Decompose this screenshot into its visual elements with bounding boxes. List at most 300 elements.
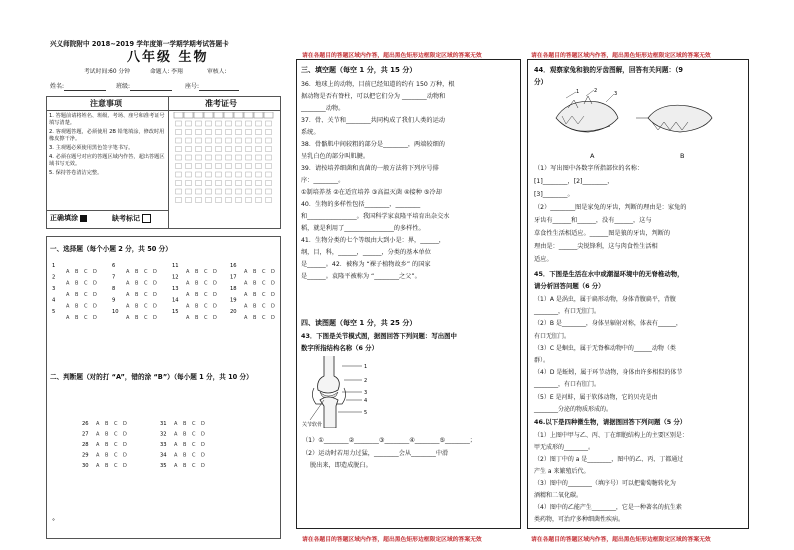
- admission-bubble[interactable]: [176, 147, 182, 152]
- answer-option[interactable]: B: [195, 303, 199, 310]
- admission-bubble[interactable]: [186, 198, 192, 203]
- name-field[interactable]: [50, 83, 106, 91]
- answer-option[interactable]: A: [186, 269, 190, 275]
- class-label: 班级:: [116, 83, 131, 90]
- fill-legend-rule: [46, 210, 168, 211]
- part1-grid[interactable]: [50, 259, 278, 379]
- text-line: 呈乳白色的部分叫肌腱。: [301, 153, 370, 160]
- answer-option[interactable]: C: [144, 292, 148, 298]
- q45-lines: [534, 294, 746, 416]
- admission-bubble[interactable]: [206, 121, 212, 126]
- answer-option[interactable]: B: [183, 442, 187, 448]
- answer-option[interactable]: B: [253, 280, 257, 287]
- answer-option[interactable]: D: [271, 292, 275, 298]
- admission-bubble[interactable]: [206, 164, 212, 169]
- admission-bubble[interactable]: [266, 121, 272, 126]
- question-number: 9: [112, 297, 116, 304]
- question-number: 32: [160, 431, 167, 438]
- admission-bubble[interactable]: [176, 138, 182, 143]
- answer-option[interactable]: A: [174, 442, 178, 448]
- admission-bubble[interactable]: [266, 138, 272, 143]
- admission-bubble[interactable]: [236, 181, 242, 186]
- q43-title-b: 数字所指结构名称（6 分）: [301, 344, 378, 352]
- answer-option[interactable]: D: [271, 280, 275, 287]
- admission-bubble[interactable]: [266, 155, 272, 160]
- admission-bubble[interactable]: [226, 164, 232, 169]
- answer-option[interactable]: B: [253, 315, 257, 321]
- answer-option[interactable]: A: [96, 463, 100, 469]
- admission-bubble[interactable]: [176, 198, 182, 203]
- answer-option[interactable]: B: [195, 292, 199, 298]
- admission-bubble[interactable]: [226, 130, 232, 135]
- notes-title-rule: [46, 110, 281, 111]
- answer-option[interactable]: C: [262, 315, 266, 321]
- answer-option[interactable]: A: [186, 303, 190, 310]
- question-number: 15: [172, 309, 179, 315]
- answer-option[interactable]: C: [114, 421, 118, 427]
- admission-bubble[interactable]: [226, 138, 232, 143]
- answer-option[interactable]: C: [192, 431, 196, 438]
- answer-option[interactable]: C: [84, 303, 88, 310]
- text-line: 38．骨骼肌中间较粗的部分是________，两端较细的: [301, 141, 445, 148]
- answer-option[interactable]: D: [201, 421, 205, 427]
- text-line: 37．骨、关节和________共同构成了我们人类的运动: [301, 117, 445, 124]
- admission-digit-cell[interactable]: [254, 112, 263, 118]
- admission-bubble[interactable]: [216, 138, 222, 143]
- admission-bubble[interactable]: [216, 121, 222, 126]
- answer-option[interactable]: A: [66, 280, 70, 287]
- answer-option[interactable]: B: [195, 280, 199, 287]
- question-number: 1: [52, 263, 56, 269]
- admission-bubble[interactable]: [226, 147, 232, 152]
- admission-bubble[interactable]: [256, 130, 262, 135]
- answer-option[interactable]: D: [123, 452, 127, 459]
- admission-bubble[interactable]: [176, 189, 182, 194]
- answer-option[interactable]: A: [244, 292, 248, 298]
- admission-bubble[interactable]: [246, 130, 252, 135]
- answer-option[interactable]: D: [123, 463, 127, 469]
- admission-bubble[interactable]: [226, 121, 232, 126]
- admission-bubble[interactable]: [266, 181, 272, 186]
- answer-option[interactable]: C: [262, 303, 266, 310]
- answer-option[interactable]: A: [126, 315, 130, 321]
- admission-bubble[interactable]: [256, 138, 262, 143]
- admission-digit-cell[interactable]: [244, 112, 253, 118]
- answer-option[interactable]: A: [174, 452, 178, 459]
- answer-option[interactable]: A: [174, 463, 178, 469]
- admission-bubble[interactable]: [176, 164, 182, 169]
- admission-bubble[interactable]: [186, 155, 192, 160]
- admission-bubble[interactable]: [226, 172, 232, 177]
- admission-bubble[interactable]: [236, 138, 242, 143]
- admission-bubble[interactable]: [206, 172, 212, 177]
- admission-bubble[interactable]: [236, 155, 242, 160]
- upper-bone: [318, 356, 340, 393]
- answer-option[interactable]: A: [96, 431, 100, 438]
- admission-bubble[interactable]: [186, 189, 192, 194]
- part2-svg: [80, 417, 260, 477]
- answer-option[interactable]: B: [135, 280, 139, 287]
- answer-option[interactable]: D: [201, 431, 205, 438]
- answer-option[interactable]: B: [183, 452, 187, 459]
- missing-mark-label: 缺考标记: [112, 214, 151, 223]
- answer-option[interactable]: D: [213, 269, 217, 275]
- answer-option[interactable]: D: [93, 303, 97, 310]
- answer-option[interactable]: C: [84, 292, 88, 298]
- seat-field[interactable]: [185, 83, 239, 91]
- admission-bubble[interactable]: [196, 164, 202, 169]
- admission-bubble[interactable]: [226, 189, 232, 194]
- admission-bubble[interactable]: [206, 181, 212, 186]
- answer-option[interactable]: A: [66, 292, 70, 298]
- admission-bubble[interactable]: [236, 130, 242, 135]
- answer-option[interactable]: A: [186, 292, 190, 298]
- answer-option[interactable]: B: [105, 442, 109, 448]
- text-line: （2）B 是________，身体呈辐射对称，体表有______，: [534, 320, 682, 328]
- answer-option[interactable]: C: [204, 269, 208, 275]
- warning-bottom-right: 请在各题目的答题区域内作答，超出黑色矩形边框限定区域的答案无效: [531, 537, 711, 543]
- admission-bubble[interactable]: [196, 181, 202, 186]
- admission-bubble[interactable]: [266, 189, 272, 194]
- answer-option[interactable]: D: [123, 442, 127, 448]
- answer-option[interactable]: C: [204, 280, 208, 287]
- answer-option[interactable]: B: [195, 315, 199, 321]
- answer-option[interactable]: C: [192, 442, 196, 448]
- answer-option[interactable]: D: [153, 280, 157, 287]
- admission-bubble[interactable]: [246, 181, 252, 186]
- answer-option[interactable]: D: [271, 269, 275, 275]
- answer-option[interactable]: C: [84, 315, 88, 321]
- question-number: 20: [230, 309, 237, 315]
- answer-option[interactable]: D: [123, 431, 127, 438]
- admission-digit-cell[interactable]: [234, 112, 243, 118]
- cartilage-label: 关节软骨: [302, 422, 323, 428]
- teeth-label-2: 2: [594, 88, 598, 94]
- answer-option[interactable]: B: [75, 303, 79, 310]
- answer-option[interactable]: C: [144, 280, 148, 287]
- admission-bubble[interactable]: [256, 172, 262, 177]
- answer-option[interactable]: B: [253, 303, 257, 310]
- part2-grid[interactable]: [80, 417, 260, 477]
- admission-bubble[interactable]: [196, 130, 202, 135]
- admission-bubble[interactable]: [196, 121, 202, 126]
- answer-option[interactable]: A: [96, 442, 100, 448]
- admission-bubble[interactable]: [216, 147, 222, 152]
- missing-square-icon[interactable]: [142, 214, 151, 223]
- admission-bubble[interactable]: [246, 172, 252, 177]
- admission-bubble[interactable]: [216, 172, 222, 177]
- answer-option[interactable]: D: [93, 280, 97, 287]
- question-number: 33: [160, 442, 167, 448]
- answer-option[interactable]: A: [244, 280, 248, 287]
- admission-bubble[interactable]: [236, 189, 242, 194]
- part2-title: 二、判断题（对的打 “A”，错的涂 “B”）（每小题 1 分，共 10 分）: [50, 373, 253, 381]
- joint-label-4: 4: [364, 398, 368, 404]
- question-number: 10: [112, 309, 119, 315]
- answer-option[interactable]: A: [96, 421, 100, 427]
- q46-title: 46.以下是四种微生物，请据图回答下列问题（5 分）: [534, 418, 687, 426]
- admission-bubble[interactable]: [186, 130, 192, 135]
- answer-option[interactable]: B: [195, 269, 199, 275]
- answer-option[interactable]: B: [253, 292, 257, 298]
- answer-option[interactable]: D: [201, 442, 205, 448]
- notes-title: 注意事项: [90, 99, 122, 108]
- admission-bubble[interactable]: [256, 189, 262, 194]
- answer-option[interactable]: C: [114, 431, 118, 438]
- text-line: （4）图中的乙能产生________，它是一种著名的抗生素: [534, 504, 682, 511]
- admission-bubble[interactable]: [186, 147, 192, 152]
- answer-option[interactable]: C: [84, 280, 88, 287]
- answer-option[interactable]: A: [126, 303, 130, 310]
- text-line: 牙齿有______和______，没有______，这与: [534, 217, 652, 224]
- text-line: 群）。: [534, 357, 550, 365]
- admission-bubble[interactable]: [206, 155, 212, 160]
- admission-digit-cell[interactable]: [174, 112, 183, 118]
- admission-bubble[interactable]: [176, 155, 182, 160]
- answer-option[interactable]: A: [174, 421, 178, 427]
- admission-bubble[interactable]: [206, 130, 212, 135]
- admission-bubble[interactable]: [266, 164, 272, 169]
- text-line: 是______。袁隆平被称为 “________之父”。: [301, 273, 421, 280]
- fill-correct-label: 正确填涂: [50, 214, 87, 223]
- answer-option[interactable]: C: [204, 292, 208, 298]
- answer-option[interactable]: C: [262, 280, 266, 287]
- answer-option[interactable]: D: [93, 269, 97, 275]
- answer-option[interactable]: D: [213, 292, 217, 298]
- answer-option[interactable]: A: [244, 315, 248, 321]
- note-item: 2. 客观题答题，必须使用 2B 铅笔填涂，修改时用橡皮擦干净。: [49, 129, 165, 143]
- answer-option[interactable]: C: [144, 303, 148, 310]
- admission-digit-cell[interactable]: [224, 112, 233, 118]
- admission-bubble[interactable]: [216, 164, 222, 169]
- admission-bubble[interactable]: [256, 181, 262, 186]
- admission-bubble[interactable]: [216, 130, 222, 135]
- admission-bubble[interactable]: [256, 155, 262, 160]
- answer-option[interactable]: B: [135, 315, 139, 321]
- text-line: 酒精和二氧化碳。: [534, 492, 583, 499]
- answer-option[interactable]: B: [105, 431, 109, 438]
- admission-digit-cell[interactable]: [264, 112, 273, 118]
- answer-option[interactable]: A: [244, 269, 248, 275]
- admission-bubble[interactable]: [246, 138, 252, 143]
- answer-option[interactable]: B: [183, 431, 187, 438]
- answer-option[interactable]: B: [75, 315, 79, 321]
- admission-bubble[interactable]: [176, 121, 182, 126]
- answer-option[interactable]: D: [213, 280, 217, 287]
- notes-list: [49, 113, 165, 177]
- answer-option[interactable]: B: [135, 269, 139, 275]
- admission-bubble[interactable]: [236, 164, 242, 169]
- answer-option[interactable]: C: [144, 269, 148, 275]
- q44-lines: [534, 162, 746, 266]
- answer-option[interactable]: A: [174, 431, 178, 438]
- question-number: 19: [230, 297, 237, 304]
- admission-bubble[interactable]: [236, 147, 242, 152]
- answer-option[interactable]: A: [126, 292, 130, 298]
- question-number: 6: [112, 263, 116, 269]
- admission-digit-cell[interactable]: [184, 112, 193, 118]
- text-line: （5）E 是河蚌，属于软体动物，它的贝壳是由: [534, 393, 658, 401]
- text-line: （1）A 是涡虫，属于扁形动物，身体背腹扁平，背腹: [534, 296, 676, 303]
- question-number: 29: [82, 452, 89, 459]
- answer-option[interactable]: D: [213, 303, 217, 310]
- answer-option[interactable]: D: [271, 303, 275, 310]
- note-item: 4. 必须在题号对应的答题区域内作答，超出答题区域书写无效。: [49, 154, 165, 168]
- answer-option[interactable]: D: [201, 452, 205, 459]
- admission-bubble[interactable]: [246, 164, 252, 169]
- admission-bubble[interactable]: [216, 181, 222, 186]
- admission-bubble[interactable]: [256, 164, 262, 169]
- admission-bubble[interactable]: [196, 172, 202, 177]
- admission-digit-cell[interactable]: [204, 112, 213, 118]
- answer-option[interactable]: A: [186, 315, 190, 321]
- answer-option[interactable]: B: [105, 452, 109, 459]
- answer-option[interactable]: A: [126, 269, 130, 275]
- text-line: 草食性生活相适应。______图是狼的牙齿，判断的: [534, 230, 671, 237]
- admission-bubble[interactable]: [186, 181, 192, 186]
- answer-option[interactable]: B: [183, 421, 187, 427]
- admission-bubble[interactable]: [176, 181, 182, 186]
- admission-bubble[interactable]: [206, 147, 212, 152]
- admission-bubble[interactable]: [216, 189, 222, 194]
- answer-option[interactable]: A: [186, 280, 190, 287]
- answer-option[interactable]: C: [114, 442, 118, 448]
- answer-option[interactable]: C: [114, 452, 118, 459]
- question-number: 27: [82, 431, 89, 438]
- answer-option[interactable]: C: [192, 421, 196, 427]
- admission-bubble[interactable]: [196, 189, 202, 194]
- joint-label-5: 5: [364, 410, 368, 416]
- answer-option[interactable]: D: [93, 292, 97, 298]
- admission-bubble[interactable]: [186, 121, 192, 126]
- admission-bubble[interactable]: [246, 155, 252, 160]
- admission-grid[interactable]: [172, 112, 278, 208]
- text-line: [1]________，[2]________，: [534, 178, 614, 185]
- admission-bubble[interactable]: [256, 198, 262, 203]
- answer-option[interactable]: D: [271, 315, 275, 321]
- answer-option[interactable]: D: [93, 315, 97, 321]
- admission-bubble[interactable]: [216, 198, 222, 203]
- answer-option[interactable]: B: [135, 292, 139, 298]
- admission-bubble[interactable]: [236, 121, 242, 126]
- admission-bubble[interactable]: [176, 130, 182, 135]
- answer-option[interactable]: C: [114, 463, 118, 469]
- answer-option[interactable]: C: [192, 463, 196, 469]
- figure-b-label: B: [680, 152, 685, 160]
- admission-bubble[interactable]: [246, 121, 252, 126]
- answer-option[interactable]: C: [204, 303, 208, 310]
- text-line: 39．请按培养细菌和真菌的一般方法将下列序号排: [301, 165, 439, 172]
- admission-bubble[interactable]: [186, 138, 192, 143]
- answer-option[interactable]: D: [153, 292, 157, 298]
- admission-bubble[interactable]: [206, 138, 212, 143]
- answer-option[interactable]: D: [153, 315, 157, 321]
- admission-bubble[interactable]: [256, 121, 262, 126]
- text-line: 41．生物分类的七个等级由大到小是：界，______，: [301, 237, 445, 244]
- admission-digit-cell[interactable]: [214, 112, 223, 118]
- admission-bubble[interactable]: [226, 155, 232, 160]
- answer-option[interactable]: B: [253, 269, 257, 275]
- admission-bubble[interactable]: [266, 130, 272, 135]
- admission-bubble[interactable]: [226, 181, 232, 186]
- admission-bubble[interactable]: [196, 198, 202, 203]
- admission-bubble[interactable]: [196, 155, 202, 160]
- answer-option[interactable]: D: [201, 463, 205, 469]
- answer-option[interactable]: C: [192, 452, 196, 459]
- text-line: ________，有口有肛门。: [534, 381, 601, 389]
- text-line: （3）图中的________（填序号）可以把葡萄糖转化为: [534, 480, 676, 487]
- answer-option[interactable]: D: [153, 303, 157, 310]
- answer-option[interactable]: A: [66, 303, 70, 310]
- text-line: （2）________图是家兔的牙齿，判断的理由是：家兔的: [534, 204, 687, 211]
- seat-label: 座号:: [185, 83, 200, 90]
- admission-bubble[interactable]: [236, 172, 242, 177]
- answer-option[interactable]: B: [75, 292, 79, 298]
- answer-option[interactable]: D: [123, 421, 127, 427]
- answer-option[interactable]: C: [204, 315, 208, 321]
- admission-bubble[interactable]: [256, 147, 262, 152]
- text-line: ________动物。: [301, 105, 345, 112]
- q43-title-a: 43．下图是关节模式图，据图回答下列问题：写出图中: [301, 332, 457, 340]
- answer-option[interactable]: C: [144, 315, 148, 321]
- admission-bubble[interactable]: [246, 189, 252, 194]
- answer-option[interactable]: B: [183, 463, 187, 469]
- question-number: 30: [82, 463, 89, 469]
- class-field[interactable]: [116, 83, 172, 91]
- text-line: 序：________。: [301, 177, 345, 184]
- admission-bubble[interactable]: [196, 147, 202, 152]
- question-number: 34: [160, 452, 167, 459]
- answer-option[interactable]: C: [262, 292, 266, 298]
- admission-bubble[interactable]: [196, 138, 202, 143]
- filled-square-icon: [80, 215, 87, 222]
- answer-option[interactable]: A: [96, 452, 100, 459]
- wolf-skull-B: [636, 105, 712, 132]
- admission-bubble[interactable]: [236, 198, 242, 203]
- admission-bubble[interactable]: [266, 172, 272, 177]
- answer-option[interactable]: D: [153, 269, 157, 275]
- admission-bubble[interactable]: [206, 198, 212, 203]
- answer-option[interactable]: C: [262, 269, 266, 275]
- answer-option[interactable]: B: [75, 280, 79, 287]
- answer-option[interactable]: B: [105, 421, 109, 427]
- answer-option[interactable]: B: [75, 269, 79, 275]
- admission-bubble[interactable]: [206, 189, 212, 194]
- admission-bubble[interactable]: [246, 147, 252, 152]
- answer-option[interactable]: A: [126, 280, 130, 287]
- question-number: 18: [230, 286, 237, 292]
- admission-bubble[interactable]: [186, 164, 192, 169]
- answer-option[interactable]: B: [105, 463, 109, 469]
- admission-bubble[interactable]: [186, 172, 192, 177]
- admission-bubble[interactable]: [226, 198, 232, 203]
- admission-bubble[interactable]: [216, 155, 222, 160]
- admission-digit-cell[interactable]: [194, 112, 203, 118]
- answer-option[interactable]: B: [135, 303, 139, 310]
- warning-top-mid: 请在各题目的答题区域内作答，超出黑色矩形边框限定区域的答案无效: [302, 53, 482, 59]
- admission-bubble[interactable]: [266, 147, 272, 152]
- exam-time: 考试时间:60 分钟: [84, 69, 130, 75]
- answer-option[interactable]: C: [84, 269, 88, 275]
- answer-option[interactable]: A: [66, 315, 70, 321]
- answer-option[interactable]: A: [244, 303, 248, 310]
- answer-option[interactable]: D: [213, 315, 217, 321]
- admission-bubble[interactable]: [246, 198, 252, 203]
- answer-option[interactable]: A: [66, 269, 70, 275]
- admission-bubble[interactable]: [266, 198, 272, 203]
- admission-bubble[interactable]: [176, 172, 182, 177]
- text-line: ________，有口无肛门。: [534, 308, 601, 316]
